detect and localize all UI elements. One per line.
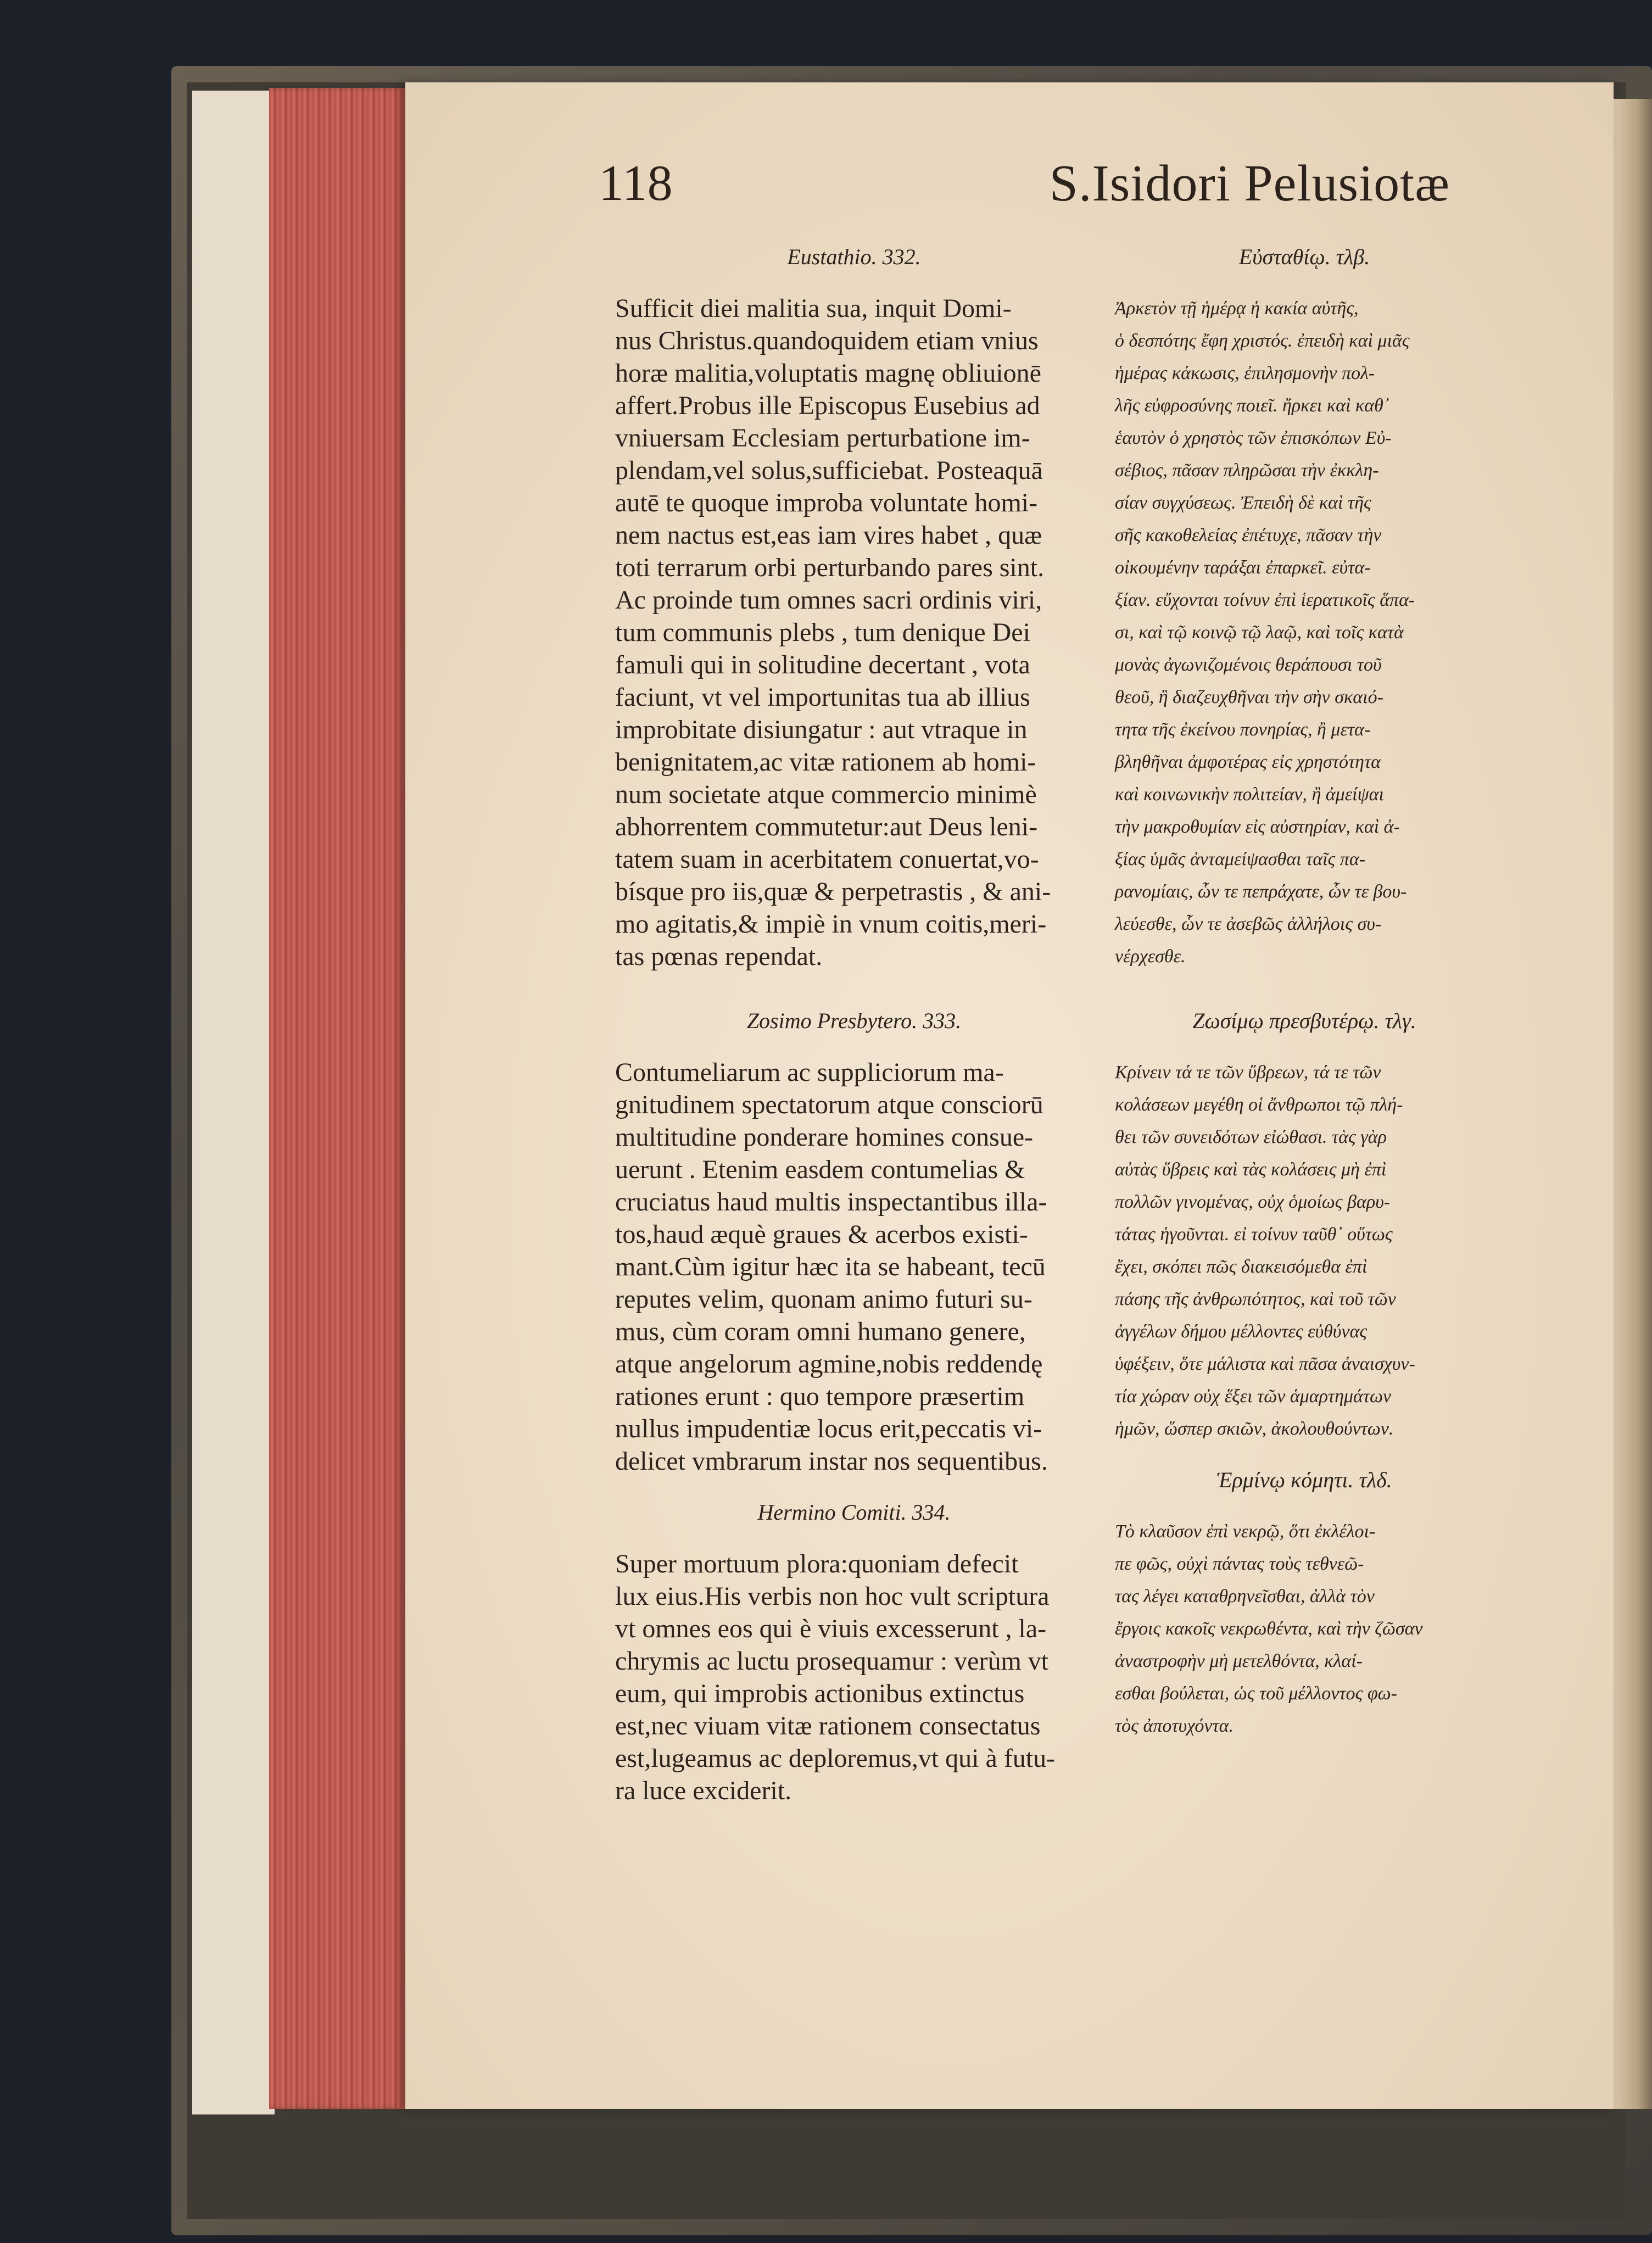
greek-letter-text: Τὸ κλαῦσον ἐπὶ νεκρῷ, ὅτι ἐκλέλοι- πε φῶς, οὐχὶ πάντας τοὺς τεθνεῶ- τας λέγει καταθρηνεῖσθαι, ἀλλὰ τὸν ἔργοις κακοῖς νεκρωθέντα, καὶ τὴν ζῶσαν ἀναστροφὴν μὴ μετελθόντα, κλαί- εσθαι βούλεται, ὡς τοῦ μέλλοντος φω- τὸς ἀποτυχόντα. [1115, 1521, 1423, 1736]
latin-letter-heading: Zosimo Presbytero. 333. [746, 1008, 962, 1033]
running-head [599, 154, 1450, 220]
endpaper [192, 91, 275, 2114]
latin-letter-text: Sufficit diei malitia sua, inquit Domi- nus Christus.quandoquidem etiam vnius horæ malitia,voluptatis magnę obliuionē affert.Probus ille Episcopus Eusebius ad vniuersam Ecclesiam perturbatione im- plendam,vel solus,sufficiebat. Posteaquā autē te quoque improba voluntate homi- nem nactus est,eas iam vires habet , quæ toti terrarum orbi perturbando pares sint. Ac proinde tum omnes sacri ordinis viri, tum communis plebs , tum denique Dei famuli qui in solitudine decertant , vota faciunt, vt vel importunitas tua ab illius improbitate disiungatur : aut vtraque in benignitatem,ac vitæ rationem ab homi- num societate atque commercio minimè abhorrentem commutetur:aut Deus leni- tatem suam in acerbitatem conuertat,vo- bísque pro iis,quæ & perpetrastis , & ani- mo agitatis,& impiè in vnum coitis,meri- tas pœnas rependat. [615, 294, 1051, 971]
running-title: S.Isidori Pelusiotæ [1049, 155, 1450, 212]
page-edges-red [269, 88, 406, 2109]
latin-column [615, 242, 1093, 1807]
greek-letter-heading: Ζωσίμῳ πρεσβυτέρῳ. τλγ. [1192, 1008, 1416, 1033]
latin-letter-heading: Hermino Comiti. 334. [757, 1500, 951, 1525]
page-number: 118 [599, 155, 673, 211]
latin-letter-text: Contumeliarum ac suppliciorum ma- gnitudinem spectatorum atque consciorū multitudine ponderare homines consue- uerunt . Etenim easdem contumelias & cruciatus haud multis inspectantibus illa- tos,haud æquè graues & acerbos existi- mant.Cùm igitur hæc ita se habeant, tecū reputes velim, quonam animo futuri su- mus, cùm coram omni humano genere, atque angelorum agmine,nobis reddendę rationes erunt : quo tempore præsertim nullus impudentiæ locus erit,peccatis vi- delicet vmbrarum instar nos sequentibus. [615, 1058, 1048, 1476]
greek-letter-heading: Ἑρμίνῳ κόμητι. τλδ. [1216, 1468, 1392, 1492]
latin-letter-heading: Eustathio. 332. [787, 244, 921, 269]
latin-letter-text: Super mortuum plora:quoniam defecit lux eius.His verbis non hoc vult scriptura vt omnes eos qui è viuis excesserunt , la- chrymis ac luctu prosequamur : verùm vt eum, qui improbis actionibus extinctus est,nec viuam vitæ rationem consectatus est,lugeamus ac deploremus,vt qui à futu- ra luce exciderit. [615, 1549, 1056, 1805]
greek-column [1115, 242, 1494, 1742]
greek-letter-text: Ἀρκετὸν τῇ ἡμέρᾳ ἡ κακία αὐτῆς, ὁ δεσπότης ἔφη χριστός. ἐπειδὴ καὶ μιᾶς ἡμέρας κάκωσις, ἐπιλησμονὴν πολ- λῆς εὐφροσύνης ποιεῖ. ἤρκει καὶ καθ᾿ ἑαυτὸν ὁ χρηστὸς τῶν ἐπισκόπων Εὐ- σέβιος, πᾶσαν πληρῶσαι τὴν ἐκκλη- σίαν συγχύσεως. Ἐπειδὴ δὲ καὶ τῆς σῆς κακοθελείας ἐπέτυχε, πᾶσαν τὴν οἰκουμένην ταράξαι ἐπαρκεῖ. εὐτα- ξίαν. εὔχονται τοίνυν ἐπὶ ἱερατικοῖς ἅπα- σι, καὶ τῷ κοινῷ τῷ λαῷ, καὶ τοῖς κατὰ μονὰς ἀγωνιζομένοις θεράπουσι τοῦ θεοῦ, ἢ διαζευχθῆναι τὴν σὴν σκαιό- τητα τῆς ἐκείνου πονηρίας, ἢ μετα- βληθῆναι ἀμφοτέρας εἰς χρηστότητα καὶ κοινωνικὴν πολιτείαν, ἢ ἀμείψαι τὴν μακροθυμίαν εἰς αὐστηρίαν, καὶ ἀ- ξίας ὑμᾶς ἀνταμείψασθαι ταῖς πα- ρανομίαις, ὧν τε πεπράχατε, ὧν τε βου- λεύεσθε, ὧν τε ἀσεβῶς ἀλλήλοις συ- νέρχεσθε. [1115, 298, 1415, 967]
facing-page-edge [1614, 99, 1652, 2109]
greek-letter-heading: Εὐσταθίῳ. τλβ. [1238, 244, 1370, 269]
greek-letter-text: Κρίνειν τά τε τῶν ὕβρεων, τά τε τῶν κολάσεων μεγέθη οἱ ἄνθρωποι τῷ πλή- θει τῶν συνειδότων εἰώθασι. τὰς γὰρ αὐτὰς ὕβρεις καὶ τὰς κολάσεις μὴ ἐπὶ πολλῶν γινομένας, οὐχ ὁμοίως βαρυ- τάτας ἡγοῦνται. εἰ τοίνυν ταῦθ᾿ οὕτως ἔχει, σκόπει πῶς διακεισόμεθα ἐπὶ πάσης τῆς ἀνθρωπότητος, καὶ τοῦ τῶν ἀγγέλων δήμου μέλλοντες εὐθύνας ὑφέξειν, ὅτε μάλιστα καὶ πᾶσα ἀναισχυν- τία χώραν οὐχ ἕξει τῶν ἁμαρτημάτων ἡμῶν, ὥσπερ σκιῶν, ἀκολουθούντων. [1115, 1062, 1415, 1439]
